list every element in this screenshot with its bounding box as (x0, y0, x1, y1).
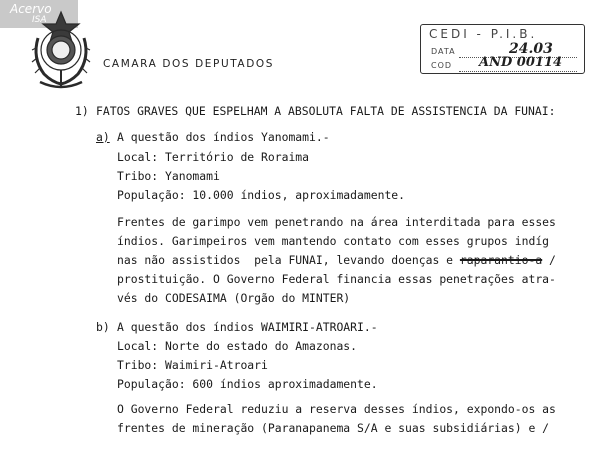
stamp-date-value: 24.03 (509, 41, 553, 57)
item-a-populacao: População: 10.000 índios, aproximadamente. (117, 188, 406, 202)
stamp-title: CEDI - P.I.B. (429, 27, 538, 41)
item-a-para-line5: vés do CODESAIMA (Orgão do MINTER) (117, 291, 351, 305)
item-b-heading: A questão dos índios WAIMIRI-ATROARI.- (117, 320, 378, 334)
stamp-cod-label: COD (431, 61, 453, 70)
item-b-populacao: População: 600 índios aproximadamente. (117, 377, 378, 391)
item-a-struck-word: raparantio-a (459, 253, 543, 267)
watermark-line1: Acervo (10, 2, 52, 16)
item-a-para-line3-text: nas não assistidos pela FUNAI, levando doenças e (117, 253, 460, 267)
stamp-cod-value: AND 00114 (479, 55, 562, 70)
item-b-tribo: Tribo: Waimiri-Atroari (117, 358, 268, 372)
item-b-letter: b) (96, 320, 110, 334)
coat-of-arms-seal-icon (30, 8, 92, 93)
item-b-para-line2: frentes de mineração (Paranapanema S/A e suas subsidiárias) e / (117, 421, 550, 435)
stamp-cod-line (459, 71, 577, 72)
item-a-para-line3 (117, 250, 556, 270)
item-a-heading: A questão dos índios Yanomami.- (117, 130, 330, 144)
watermark-line2: ISA (32, 15, 47, 25)
archive-stamp (420, 24, 585, 74)
section-number: 1) (75, 104, 89, 118)
section-title: FATOS GRAVES QUE ESPELHAM A ABSOLUTA FALTA DE ASSISTENCIA DA FUNAI: (96, 104, 556, 118)
item-a-letter: a) (96, 130, 110, 144)
item-a-para-line3-end: / (542, 253, 556, 267)
item-a-local: Local: Território de Roraima (117, 150, 310, 164)
item-a-para-line2: índios. Garimpeiros vem mantendo contato com esses grupos indíg (117, 234, 550, 248)
item-b-para-line1: O Governo Federal reduziu a reserva desses índios, expondo-os as (117, 402, 556, 416)
item-a-para-line4: prostituição. O Governo Federal financia essas penetrações atra- (117, 272, 556, 286)
item-b-local: Local: Norte do estado do Amazonas. (117, 339, 358, 353)
item-a-para-line1: Frentes de garimpo vem penetrando na área interditada para esses (117, 215, 556, 229)
stamp-date-label: DATA (431, 47, 456, 56)
chamber-heading: CAMARA DOS DEPUTADOS (103, 58, 275, 70)
item-a-tribo: Tribo: Yanomami (117, 169, 220, 183)
